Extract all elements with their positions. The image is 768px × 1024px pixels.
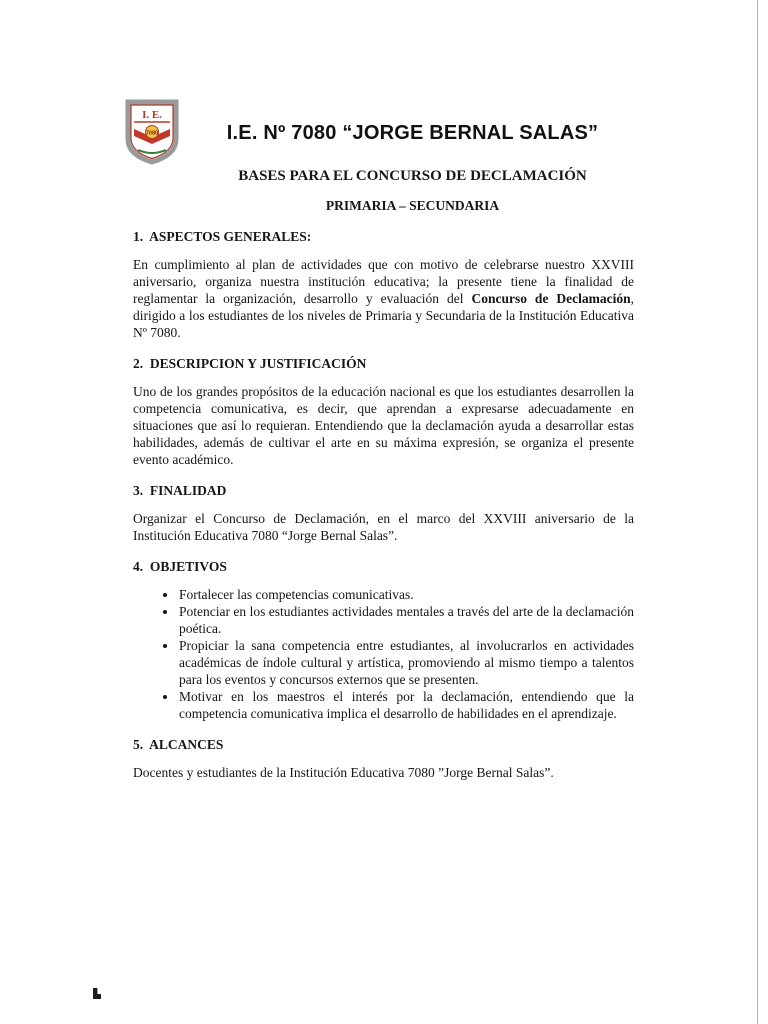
level-line: PRIMARIA – SECUNDARIA [325, 198, 500, 213]
list-item: • Fortalecer las competencias comunicativas. [178, 586, 634, 603]
page-edge-artifact [757, 0, 758, 1024]
list-item: • Propiciar la sana competencia entre estudiantes, al involucrarlos en actividades académicas de índole cultural y artística, promoviendo al mismo tiempo a talentos para los eventos y concursos externos que se presenten. [178, 637, 634, 688]
section-5-paragraph: Docentes y estudiantes de la Institución Educativa 7080 ”Jorge Bernal Salas”. [133, 765, 554, 780]
section-1-heading: 1. ASPECTOS GENERALES: [133, 229, 312, 244]
objectives-list [133, 586, 634, 722]
logo-number: 7080 [145, 130, 159, 137]
section-1-paragraph [133, 256, 634, 341]
paragraph-bold-text: Concurso de Declamación [471, 291, 631, 306]
section-5-heading: 5. ALCANCES [133, 737, 224, 752]
section-2-paragraph: Uno de los grandes propósitos de la educación nacional es que los estudiantes desarrollen la competencia comunicativa, es decir, que aprendan a expresarse adecuadamente en situaciones que así lo requieran. Entendiendo que la declamación ayuda a desarrollar estas habilidades, además de cultivar el arte en su máxima expresión, se organiza el presente evento académico. [133, 384, 634, 467]
section-2-heading: 2. DESCRIPCION Y JUSTIFICACIÓN [133, 356, 367, 371]
document-content [133, 112, 634, 792]
paragraph-text: , dirigido a los estudiantes de los niveles de Primaria y Secundaria de la Institución Educativa Nº 7080. [133, 291, 634, 340]
list-item: • Motivar en los maestros el interés por la declamación, entendiendo que la competencia comunicativa implica el desarrollo de habilidades en el aprendizaje. [178, 688, 634, 722]
paragraph-text: En cumplimiento al plan de actividades que con motivo de celebrarse nuestro XXVIII aniversario, organiza nuestra institución educativa; la presente tiene la finalidad de reglamentar la organización, desarrollo y evaluación del [133, 257, 634, 306]
section-3-paragraph: Organizar el Concurso de Declamación, en el marco del XXVIII aniversario de la Institución Educativa 7080 “Jorge Bernal Salas”. [133, 511, 634, 543]
document-subtitle: BASES PARA EL CONCURSO DE DECLAMACIÓN [238, 168, 587, 184]
section-4-heading: 4. OBJETIVOS [133, 559, 227, 574]
list-item: • Potenciar en los estudiantes actividades mentales a través del arte de la declamación poética. [178, 603, 634, 637]
section-3-heading: 3. FINALIDAD [133, 483, 227, 498]
scan-artifact [93, 988, 101, 999]
logo-initials: I. E. [142, 109, 162, 121]
document-title: I.E. Nº 7080 “JORGE BERNAL SALAS” [226, 122, 599, 144]
